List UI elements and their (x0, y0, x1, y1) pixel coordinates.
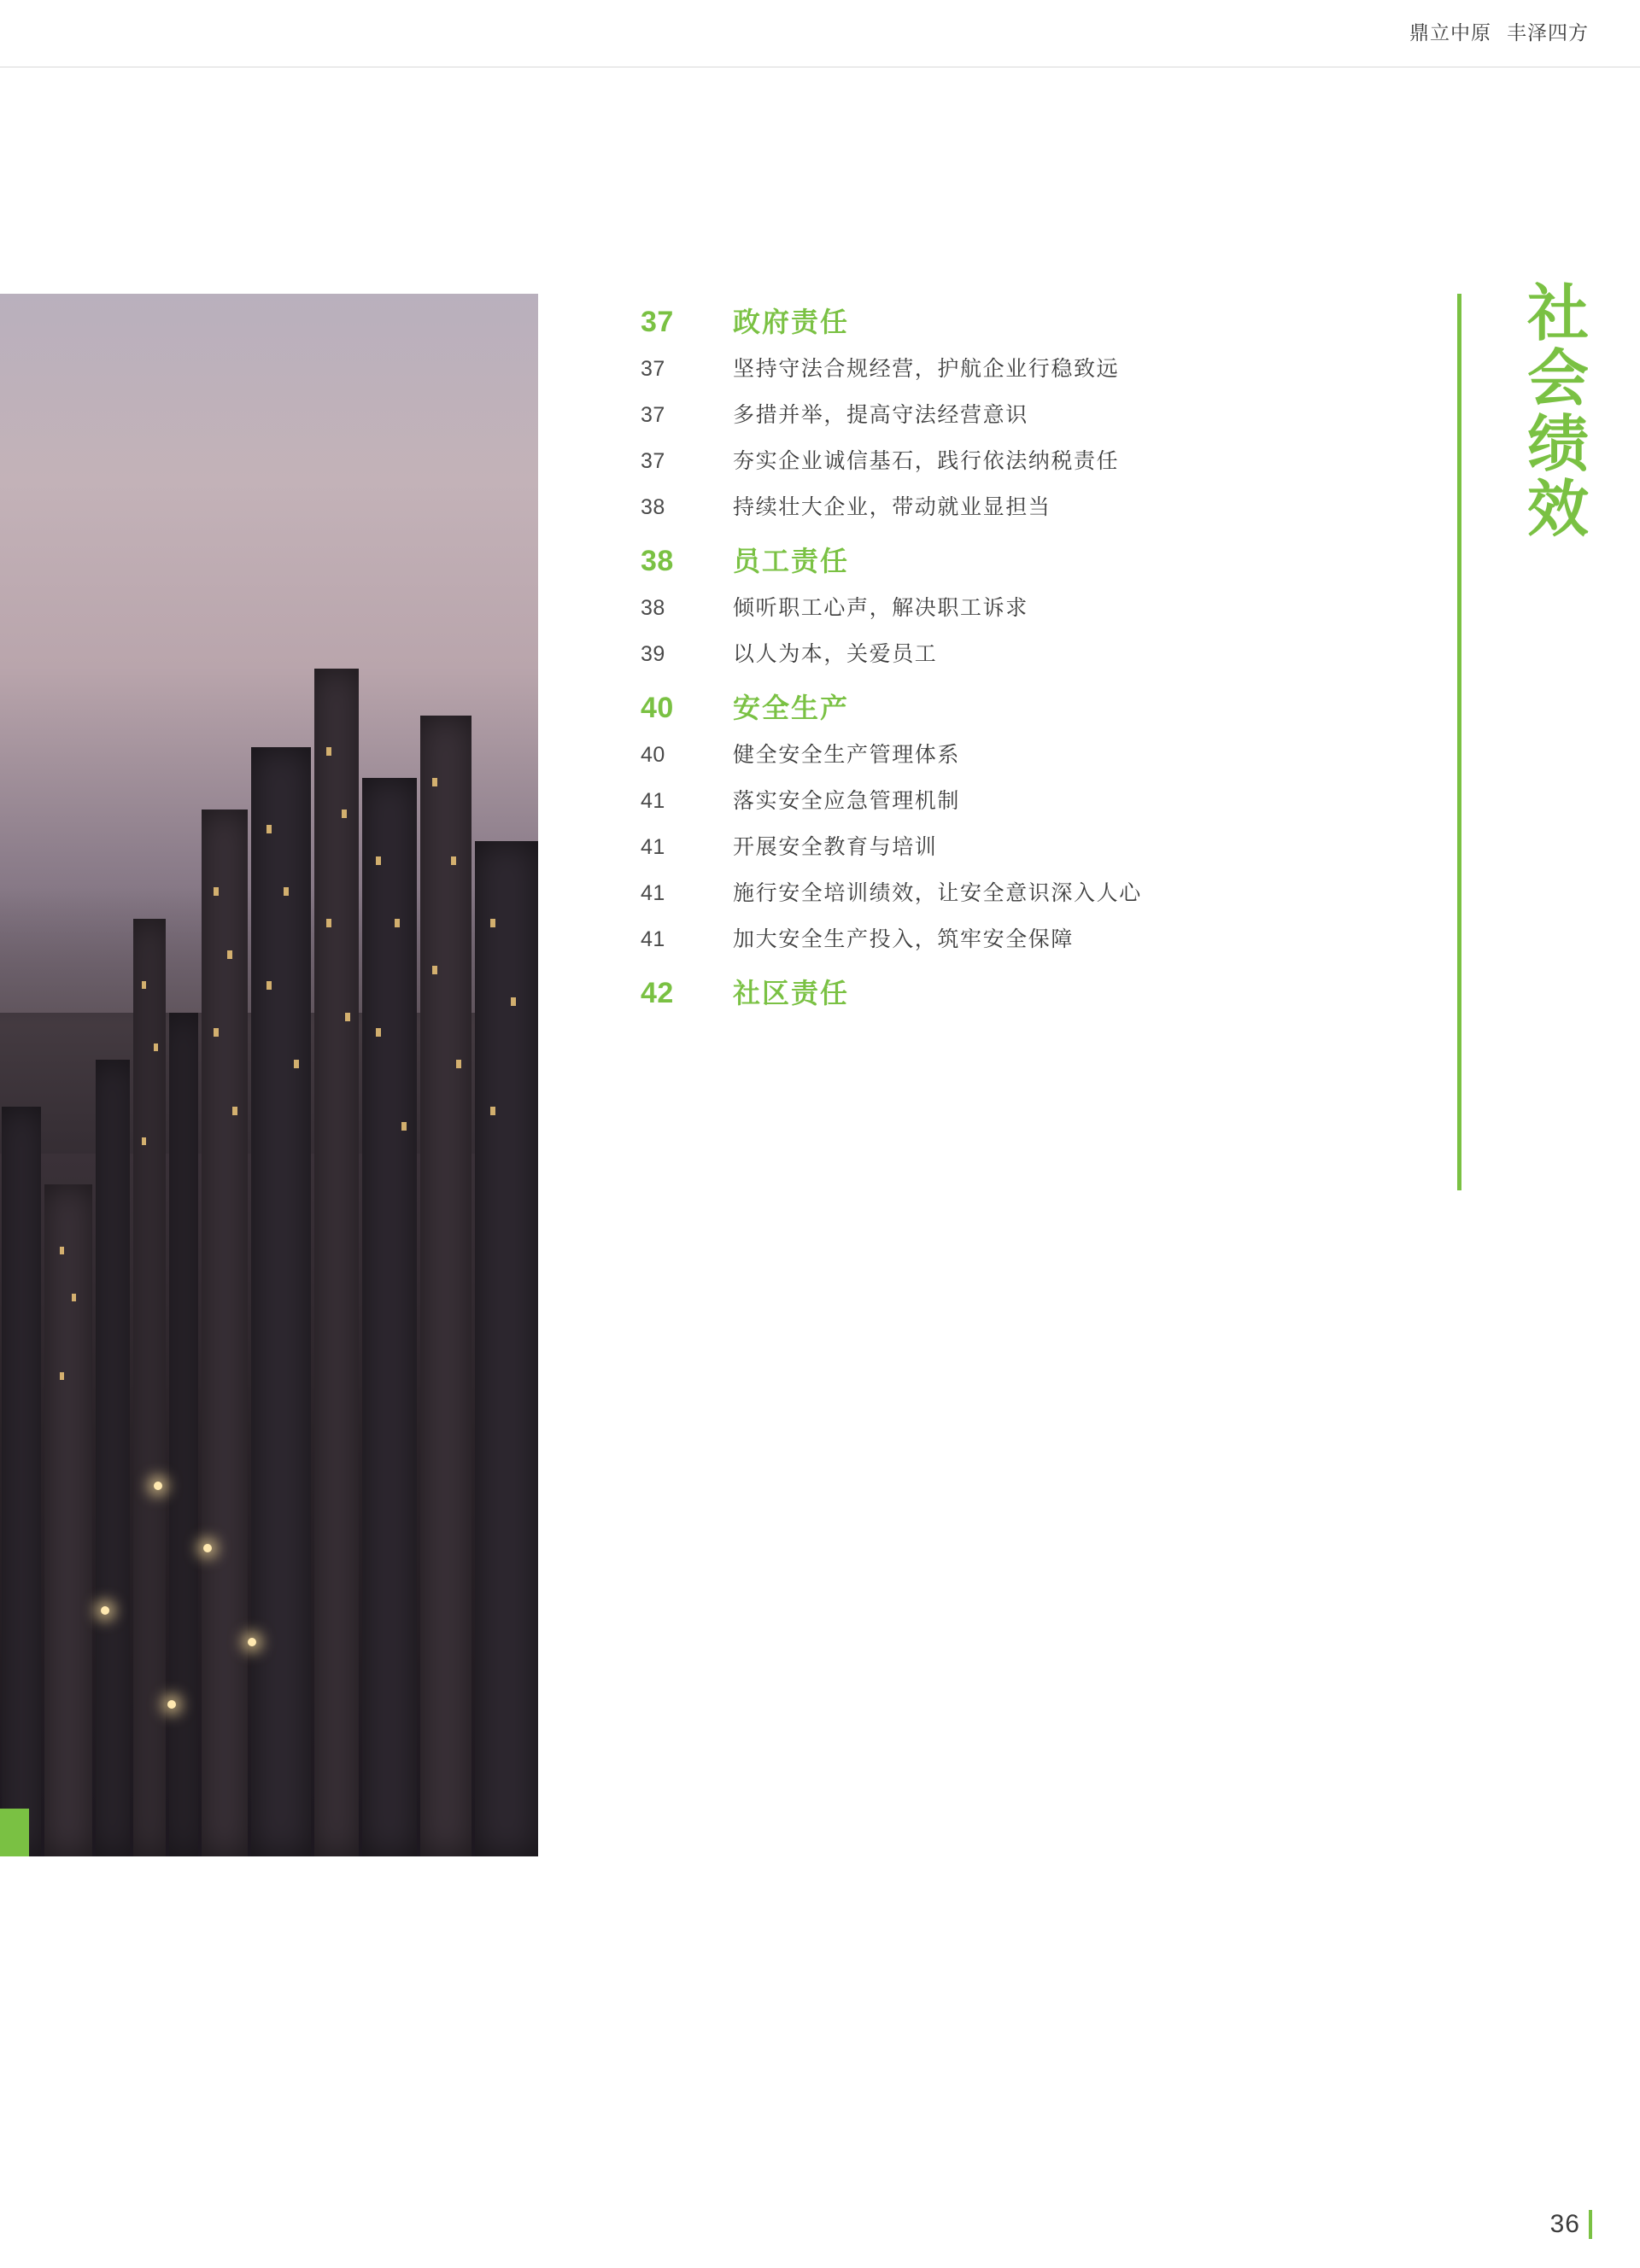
toc-entry-page: 41 (641, 789, 665, 813)
toc-entry[interactable] (641, 784, 1409, 815)
section-title-char: 效 (1526, 475, 1590, 544)
page-number: 36 (1549, 2210, 1580, 2238)
toc-group (641, 540, 1409, 668)
toc-entry-label: 倾听职工心声，解决职工诉求 (733, 596, 1028, 620)
toc-entry[interactable] (641, 490, 1409, 521)
toc-group (641, 687, 1409, 953)
toc-entry-label: 夯实企业诚信基石，践行依法纳税责任 (733, 449, 1120, 473)
toc-entry-label: 落实安全应急管理机制 (733, 789, 961, 813)
header-slogan-right: 丰泽四方 (1507, 21, 1589, 44)
toc-entry-page: 37 (641, 357, 665, 381)
toc-entry[interactable] (641, 444, 1409, 475)
toc-entry[interactable] (641, 398, 1409, 429)
section-title-char: 绩 (1526, 410, 1590, 479)
toc-entry[interactable] (641, 591, 1409, 622)
toc-entry-label: 加大安全生产投入，筑牢安全保障 (733, 927, 1075, 951)
section-title-vertical (1512, 282, 1606, 542)
toc-group (641, 301, 1409, 521)
green-accent-tab (0, 1809, 29, 1856)
toc-heading[interactable] (641, 687, 1409, 726)
toc-entry-page: 38 (641, 495, 665, 519)
section-accent-rule (1457, 294, 1461, 1190)
toc-entry-page: 37 (641, 449, 665, 473)
toc-entry-page: 39 (641, 642, 665, 666)
toc-entry-page: 41 (641, 835, 665, 859)
toc-heading[interactable] (641, 301, 1409, 340)
toc-entry-page: 38 (641, 596, 665, 620)
toc-heading-page: 42 (641, 977, 674, 1009)
toc-heading[interactable] (641, 540, 1409, 579)
toc-entry-page: 37 (641, 403, 665, 427)
header-slogan (1409, 17, 1589, 45)
toc-entry[interactable] (641, 876, 1409, 907)
header-slogan-left: 鼎立中原 (1409, 21, 1491, 44)
toc-entry-page: 41 (641, 881, 665, 905)
city-skyline-photo (0, 294, 538, 1856)
table-of-contents (641, 282, 1409, 1023)
toc-entry-label: 坚持守法合规经营，护航企业行稳致远 (733, 357, 1120, 381)
toc-entry-page: 40 (641, 743, 665, 767)
toc-entry-label: 持续壮大企业，带动就业显担当 (733, 495, 1051, 519)
toc-heading-title: 员工责任 (733, 546, 850, 576)
toc-entry[interactable] (641, 830, 1409, 861)
toc-heading-page: 38 (641, 545, 674, 577)
toc-entry-label: 施行安全培训绩效，让安全意识深入人心 (733, 881, 1142, 905)
section-title-char: 社 (1526, 280, 1590, 348)
page-folio (1550, 2210, 1592, 2239)
toc-entry[interactable] (641, 922, 1409, 953)
toc-heading-title: 政府责任 (733, 307, 850, 337)
section-title-char: 会 (1526, 345, 1590, 414)
toc-entry-page: 41 (641, 927, 665, 951)
toc-entry-label: 健全安全生产管理体系 (733, 743, 961, 767)
toc-entry[interactable] (641, 352, 1409, 383)
folio-accent-bar (1589, 2210, 1592, 2239)
toc-entry-label: 多措并举，提高守法经营意识 (733, 403, 1028, 427)
toc-entry[interactable] (641, 738, 1409, 769)
toc-heading-page: 37 (641, 306, 674, 338)
toc-entry[interactable] (641, 637, 1409, 668)
toc-heading-page: 40 (641, 692, 674, 724)
toc-entry-label: 开展安全教育与培训 (733, 835, 938, 859)
toc-group (641, 972, 1409, 1011)
toc-entry-label: 以人为本，关爱员工 (733, 642, 938, 666)
toc-heading[interactable] (641, 972, 1409, 1011)
toc-heading-title: 安全生产 (733, 693, 850, 723)
toc-heading-title: 社区责任 (733, 978, 850, 1008)
